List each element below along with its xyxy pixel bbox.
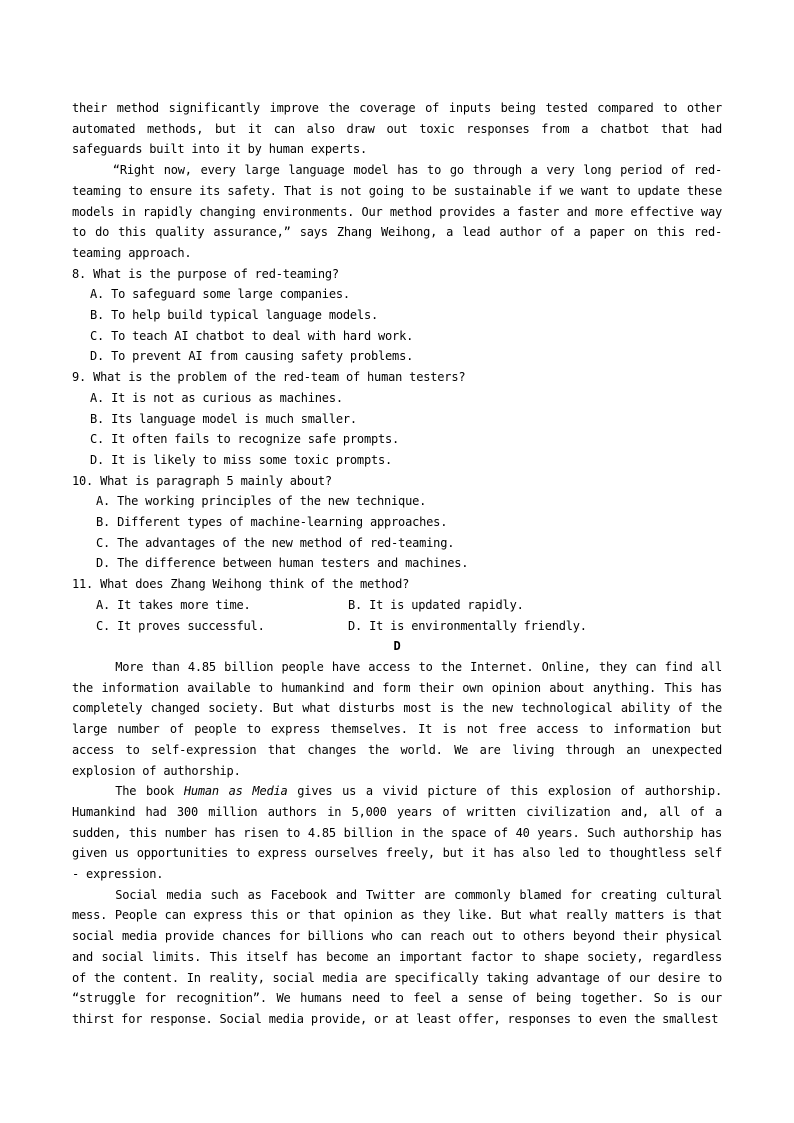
question-11-options-row-2 — [72, 616, 722, 637]
question-8-option-a: A. To safeguard some large companies. — [90, 287, 350, 302]
question-11-options-row-1 — [72, 595, 722, 616]
question-9-stem: 9. What is the problem of the red-team of human testers? — [72, 370, 466, 385]
paragraph-2-body: gives us a vivid picture of this explosion of authorship. Humankind had 300 million authors in 5,000 years of written civilization and, all of a sudden, this number has risen to 4.85 billion in the space of 40 years. Such authorship has given us opportunities to express ourselves freely, but it has also led to thoughtless self - expression. — [72, 784, 722, 882]
question-10-option-c: C. The advantages of the new method of red-teaming. — [96, 535, 455, 550]
section-d-paragraph-2 — [72, 781, 722, 885]
book-title: Human as Media — [183, 784, 288, 799]
question-8-stem: 8. What is the purpose of red-teaming? — [72, 266, 339, 281]
page-content — [72, 98, 722, 1030]
question-11-option-b: B. It is updated rapidly. — [348, 597, 524, 612]
question-10-option-b: B. Different types of machine-learning approaches. — [96, 515, 448, 530]
question-9-option-b: B. Its language model is much smaller. — [90, 411, 357, 426]
question-11-stem: 11. What does Zhang Weihong think of the method? — [72, 577, 410, 592]
passage-c-paragraph: their method significantly improve the coverage of inputs being tested compared to other automated methods, but it can also draw out toxic responses from a chatbot that had safeguards built into it by human experts. — [72, 101, 722, 157]
question-8-option-b: B. To help build typical language models. — [90, 308, 379, 323]
section-d-paragraph-3: Social media such as Facebook and Twitter are commonly blamed for creating cultural mess. People can express this or that opinion as they like. But what really matters is that social media provide chances for billions who can reach out to others beyond their physical and social limits. This itself has become an important factor to shape society, regardless of the content. In reality, social media are specifically taking advantage of our desire to “struggle for recognition”. We humans need to feel a sense of being together. So is our thirst for response. Social media provide, or at least offer, responses to even the smallest — [72, 887, 722, 1026]
passage-c-quote-paragraph: “Right now, every large language model has to go through a very long period of red-teaming to ensure its safety. That is not going to be sustainable if we want to update these models in rapidly changing environments. Our method provides a faster and more effective way to do this quality assurance,” says Zhang Weihong, a lead author of a paper on this red-teaming approach. — [72, 163, 722, 260]
question-10-stem: 10. What is paragraph 5 mainly about? — [72, 473, 332, 488]
question-9-option-a: A. It is not as curious as machines. — [90, 390, 343, 405]
question-10-option-d: D. The difference between human testers and machines. — [96, 556, 469, 571]
section-d-heading: D — [393, 639, 401, 654]
paragraph-2-lead: The book — [115, 784, 184, 799]
question-10-option-a: A. The working principles of the new technique. — [96, 494, 427, 509]
question-11-option-c: C. It proves successful. — [96, 618, 265, 633]
section-d-paragraph-1: More than 4.85 billion people have access to the Internet. Online, they can find all the information available to humankind and form their own opinion about anything. This has completely changed society. But what disturbs most is the new technological ability of the large number of people to express themselves. It is not free access to information but access to self-expression that changes the world. We are living through an unexpected explosion of authorship. — [72, 659, 722, 778]
question-8-option-c: C. To teach AI chatbot to deal with hard work. — [90, 328, 414, 343]
question-11-option-a: A. It takes more time. — [96, 597, 251, 612]
question-11-option-d: D. It is environmentally friendly. — [348, 618, 587, 633]
question-9-option-c: C. It often fails to recognize safe prompts. — [90, 432, 400, 447]
question-8-option-d: D. To prevent AI from causing safety problems. — [90, 349, 414, 364]
question-9-option-d: D. It is likely to miss some toxic prompts. — [90, 452, 393, 467]
